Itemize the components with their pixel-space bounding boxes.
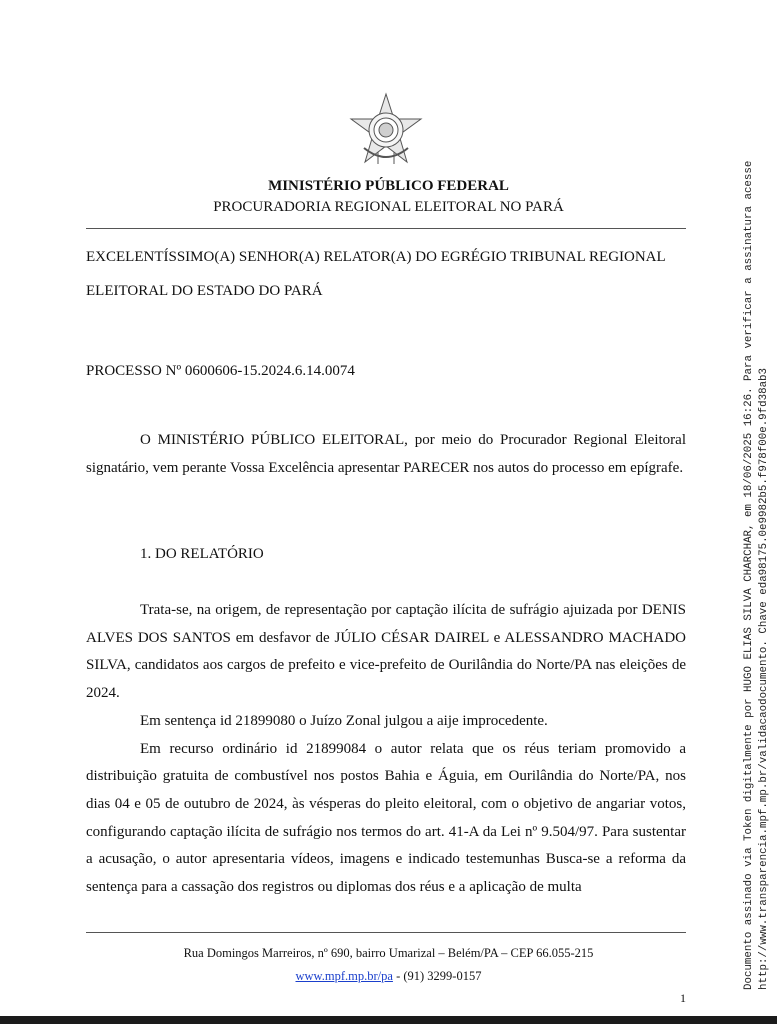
- phone-number: (91) 3299-0157: [403, 969, 482, 983]
- process-number: PROCESSO Nº 0600606-15.2024.6.14.0074: [86, 363, 355, 379]
- body-paragraph: Em recurso ordinário id 21899084 o autor relata que os réus teriam promovido a distribuição gratuita de combustível nos postos Bahia e Águia, em Ourilândia do Norte/PA, nos dias 04 e 05 de outubro de 2024, às vésperas do pleito eleitoral, com o objetivo de angariar votos, configurando captação ilícita de sufrágio nos termos do art. 41-A da Lei nº 9.504/97. Para sustentar a acusação, o autor apresentaria vídeos, imagens e indicado testemunhas Busca-se a reforma da sentença para a cassação dos registros ou diplomas dos réus e a aplicação de multa: [86, 740, 686, 896]
- footer-contact: [0, 969, 777, 984]
- section-heading: [86, 541, 686, 569]
- document-body: [86, 597, 686, 902]
- footer-address: Rua Domingos Marreiros, nº 690, bairro Umarizal – Belém/PA – CEP 66.055-215: [183, 946, 594, 960]
- page-number: 1: [680, 991, 686, 1005]
- viewer-bottom-bar: [0, 1016, 777, 1024]
- footer-separator: -: [392, 969, 404, 983]
- website-link[interactable]: www.mpf.mp.br/pa: [295, 969, 393, 983]
- organization-name: MINISTÉRIO PÚBLICO FEDERAL: [268, 178, 509, 194]
- addressee-line: EXCELENTÍSSIMO(A) SENHOR(A) RELATOR(A) DO EGRÉGIO TRIBUNAL REGIONAL: [86, 249, 666, 265]
- section-heading-text: 1. DO RELATÓRIO: [140, 546, 264, 562]
- footer-divider: [86, 932, 686, 933]
- signature-stamp: [742, 0, 776, 990]
- organization-subtitle: PROCURADORIA REGIONAL ELEITORAL NO PARÁ: [213, 199, 564, 215]
- body-paragraph: Trata-se, na origem, de representação por captação ilícita de sufrágio ajuizada por DENIS ALVES DOS SANTOS em desfavor de JÚLIO CÉSAR DAIREL e ALESSANDRO MACHADO SILVA, candidatos aos cargos de prefeito e vice-prefeito de Ourilândia do Norte/PA nas eleições de 2024.: [86, 602, 686, 702]
- addressee: [86, 240, 686, 308]
- coat-of-arms-icon: [348, 92, 424, 168]
- intro-paragraph: [86, 427, 686, 482]
- header-divider: [86, 228, 686, 229]
- addressee-line: ELEITORAL DO ESTADO DO PARÁ: [86, 283, 323, 299]
- body-paragraph: Em sentença id 21899080 o Juízo Zonal julgou a aije improcedente.: [140, 712, 548, 729]
- signature-stamp-line: Documento assinado via Token digitalmente por HUGO ELIAS SILVA CHARCHAR, em 18/06/2025 16:26. Para verificar a assinatura acesse: [743, 160, 755, 990]
- intro-text: O MINISTÉRIO PÚBLICO ELEITORAL, por meio do Procurador Regional Eleitoral signatário, vem perante Vossa Excelência apresentar PARECER nos autos do processo em epígrafe.: [86, 432, 686, 476]
- signature-stamp-line: http://www.transparencia.mpf.mp.br/validacaodocumento. Chave eda98175.0e9982b5.f978f00e.9fd38ab3: [758, 367, 770, 990]
